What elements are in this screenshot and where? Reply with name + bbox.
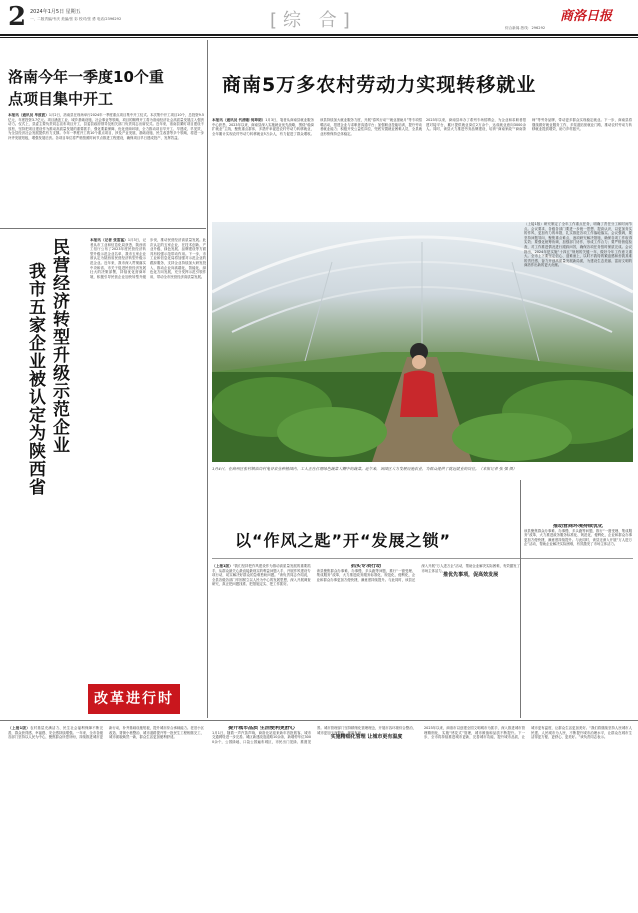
article-left-byline: 本报讯（通讯员 毕波波） (8, 113, 49, 117)
vertical-story-body: 本报讯（记者 张雷猛）1月3日，记者从市工业和信息化局获悉，陕西省工信厅公布了2023年度民营经济转型升级示范企业名单，我市五家企业被认定为陕西省民营经济转型升级示范企业。近年来，我市深入贯彻落实中央和省、市关于促进民营经济发展壮大的决策部署，持续优化营商环境，积极引导民营企业加快转型升级步伐，推动民营经济高质量发展。此次认定的五家企业，在技术创新、产业升级、绿色发展、品牌建设等方面具有较强示范带动作用。下一步，市工业和信息化局将加强对示范企业的跟踪服务，支持企业持续加大研发投入，推动企业向高端化、智能化、绿色化方向发展，充分发挥示范引领作用，带动全市民营经济高质量发展。 (90, 238, 206, 279)
bottom-section-rule (0, 720, 638, 721)
article-bottom-sub1: 提升城市品质 生活便利更舒心 (228, 726, 295, 731)
vertical-story-title-col1: 民营经济转型升级示范企业 (49, 238, 69, 454)
photo-caption: 1月4日，在商州区张村镇油坊村鬼谷农业种植园内，工人正在打理绿色蔬菜大棚中的蔬菜。近年来，该园区大力发展设施农业，为群众提供了就近就业的岗位。（本报记者 张 强 摄） (212, 466, 517, 471)
header-rule-thin (0, 37, 638, 38)
article-main-body-a: 本报讯（通讯员 代清刚 何坤朗）1月3日，笔者从商南县就业服务中心获悉，2023年以来，商南县深入实施就业优先战略，围绕“稳岗扩就业”主线，聚焦重点群体，多措并举促进农村劳动力转移就业，全年累计实现农村劳动力转移就业5万余人，有力促进了群众增收。该县持续加大就业服务力度，开展“春风行动”“就业援助月”等专项招聘活动，搭建企业与求职者沟通平台；加强职业技能培训，提升劳动者就业能力；积极开发公益性岗位，兜底安置就业困难人员，全县就业形势保持总体稳定。 (212, 118, 422, 136)
article-main-byline: 本报讯（通讯员 代清刚 何坤朗） (212, 118, 266, 122)
article-left-body: 本报讯（通讯员 毕波波）1月2日，洛南县在现场举行2024年一季度重点项目集中开工仪式。本次集中开工项目10个，总投资9.5亿元，年度投资3.7亿元。项目涵盖工业、城乡基础设施、社会事业等领域，项目的顺利开工将为洛南经济社会高质量发展注入强劲动力。仪式上，县委主要负责同志宣布项目开工，县委县政府领导及相关部门负责同志出席仪式。近年来，洛南县紧盯项目建设不放松，坚持把项目建设作为推动高质量发展的重要抓手，强化要素保障，优化营商环境，全力推动项目早开工、早建成、早见效，为全县经济社会发展提供有力支撑。今年一季度开工的10个重点项目，涉及产业发展、基础设施、民生改善等多个领域，将进一步补齐发展短板，增强发展后劲。各项目单位将严格按照时间节点推进工程建设，确保项目早日建成投产、发挥效益。 (8, 113, 204, 140)
newspaper-logo: 商洛日报 (560, 9, 613, 24)
article-right-body: （上接1版）研究制定了全年工作重点任务，明确了责任分工和时间节点。会议要求，各级各部门要进一步统一思想、提高认识，以更加务实的作风、更加有力的举措，扎实推进各项工作落地落实。会议强调，要坚持问题导向，聚焦重点难点，逐项研究解决措施，确保各项工作取得实效；要强化统筹协调，加强部门协作，形成工作合力；要严格督促检查，对工作推进情况进行跟踪问效，确保各项任务按时保质完成。会议指出，2024年是实施“十四五”规划的关键一年，做好今年工作意义重大。全市上下要坚定信心、迎难而上，以时不我待的紧迫感和舍我其谁的责任感，奋力开创高质量发展新局面，为建设生态美丽、富裕文明的商洛作出新的更大贡献。 (524, 222, 632, 268)
article-mid-body-right: 推动营商环境持续优化 该县聚焦群众办事难、办事慢、多头跑等问题，推行“一窗受理、集成服务”改革，大力推进政务服务标准化、规范化、便利化，企业和群众办事更加方便快捷，满意度持续提升。与此同时，该县还深入开展“万人进万企”活动，帮助企业解决实际困难，有效激发了市场主体活力。 (524, 524, 632, 547)
article-bottom-col2: 提升城市品质 生活便利更舒心 1月1日，随着一声汽笛声响，商洛北站迎来新年首批旅客，城市交通网络进一步完善。城区新建改造道路10余条，新增停车位3000余个，公园绿地、口袋公园遍布城区，市民出门见绿、推窗见景。城市管理部门坚持精细化管理理念，开展市容环境综合整治，城市更加干净整洁、规范有序。 实施精细化管理 让城市更有温度 (212, 726, 416, 744)
article-mid-sub3: 推动营商环境持续优化 (552, 524, 603, 529)
article-mid-sub1: 抓实专项行动 (350, 564, 381, 569)
article-main-title: 商南5万多农村劳动力实现转移就业 (222, 74, 537, 96)
header-rule (0, 34, 638, 36)
section-category: [综 合] (270, 10, 356, 31)
article-bottom-col1: （上接1版）农村基层充满活力、民生社会福利保障不断完善，群众获得感、幸福感、安全感持续增强。一年来，全市各级各部门坚持以人民为中心，聚焦群众所思所盼，持续推进城市更新行动，补齐基础设施短板，提升城市综合承载能力。老旧小区改造、背街小巷整治、城市道路提升等一批民生工程相继完工，城市面貌焕然一新，群众生活更加便利舒适。 (8, 726, 204, 740)
article-bottom-sub2: 实施精细化管理 让城市更有温度 (330, 734, 403, 741)
column-divider-right (520, 480, 521, 718)
article-mid-sub2: 推优先事项，促高效发展 (443, 572, 499, 579)
editor-credits: 一、二版责编/韦庆 美编/张 彩 校对/张 勇 电话/2396292 (30, 17, 122, 21)
article-mid-body: （上接1版）“我们坚持把作风建设作为推动高质量发展的重要抓手，从群众最关心最直接最现实的利益问题入手，开展作风建设专项行动，切实解决好群众的急难愁盼问题。”该负责同志介绍说，全县各级各部门牢固树立以人民为中心的发展思想，深入开展调查研究，真正把问题找准、把措施定实、把工作抓好。 抓实专项行动 该县聚焦群众办事难、办事慢、多头跑等问题，推行“一窗受理、集成服务”改革，大力推进政务服务标准化、规范化、便利化，企业和群众办事更加方便快捷，满意度持续提升。与此同时，该县还深入开展“万人进万企”活动，帮助企业解决实际困难，有效激发了市场主体活力。 推优先事项，促高效发展 (212, 564, 520, 587)
article-main-body-b: 2023年以来，商南县举办了系列专场招聘会，为企业和求职者搭建对接平台，累计提供就业岗位2万余个，达成就业意向3000余人。同时，该县大力推进劳务品牌建设，培育“商南家政”“商南茶师”等劳务品牌，带动更多群众实现稳定就业。下一步，商南县将继续做好就业服务工作，多渠道拓宽就业门路，推动农村劳动力转移就业提质增效，助力乡村振兴。 (426, 118, 632, 132)
article-bottom-col3: 2023年以来，商洛市以创建全国文明城市为抓手，深入推进城市管理精细化，实施“绣花式”管理，城市颜值和品质不断提升。下一步，全市将持续推进城市更新，完善城市功能，提升城市品质，让城市更有温度，让群众生活更加美好。“我们将继续坚持人民城市人民建、人民城市为人民，不断提升城市治理水平，让群众在城市生活得更方便、更舒心、更美好。”该负责同志表示。 (424, 726, 632, 740)
page-number: 2 (8, 2, 27, 32)
vertical-story-title-col2: 我市五家企业被认定为陕西省 (25, 262, 45, 496)
article-mid-title: 以“作风之匙”开“发展之锁” (235, 531, 452, 550)
section-editor-line: 综合新闻-热线：296292 (505, 26, 546, 30)
left-article-rule (0, 228, 206, 229)
issue-date: 2024年1月5日 星期五 (30, 9, 81, 15)
reform-banner: 改革进行时 (88, 684, 180, 714)
vertical-story-byline: 本报讯（记者 张雷猛） (90, 238, 128, 242)
column-divider-left (207, 40, 208, 718)
article-left-title: 洛南今年一季度10个重点项目集中开工 (8, 68, 164, 108)
